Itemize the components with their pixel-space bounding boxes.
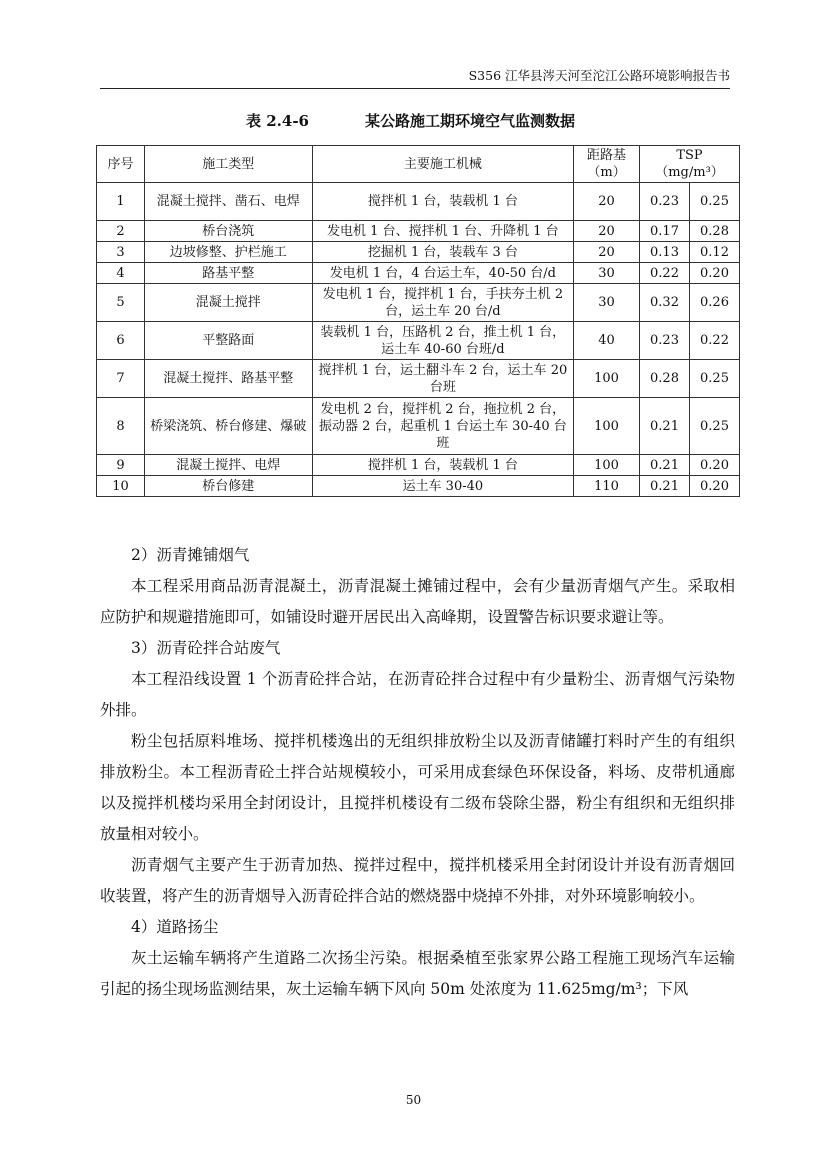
cell-tsp-b: 0.20 [690,263,740,284]
cell-tsp-b: 0.25 [690,398,740,455]
table-row [97,221,740,242]
paragraph: 本工程沿线设置 1 个沥青砼拌合站，在沥青砼拌合过程中有少量粉尘、沥青烟气污染物外排。 [100,670,735,719]
table-row [97,263,740,284]
header-seq: 序号 [97,146,145,183]
cell-distance: 30 [574,263,640,284]
cell-seq: 5 [97,284,145,322]
table-row [97,476,740,497]
cell-tsp-b: 0.20 [690,455,740,476]
table-row [97,455,740,476]
cell-type: 混凝土搅拌、凿石、电焊 [144,183,312,221]
cell-tsp-b: 0.12 [690,242,740,263]
cell-seq: 10 [97,476,145,497]
cell-type: 混凝土搅拌、电焊 [144,455,312,476]
cell-type: 平整路面 [144,322,312,360]
cell-distance: 100 [574,455,640,476]
cell-tsp-a: 0.21 [640,455,690,476]
table-row [97,242,740,263]
table-row [97,360,740,398]
cell-seq: 3 [97,242,145,263]
cell-tsp-a: 0.23 [640,183,690,221]
table-caption-number: 表 2.4-6 [246,112,309,130]
paragraph: 粉尘包括原料堆场、搅拌机楼逸出的无组织排放粉尘以及沥青储罐打料时产生的有组织排放粉尘。本工程沥青砼土拌合站规模较小，可采用成套绿色环保设备，料场、皮带机通廊以及搅拌机楼均采用全封闭设计，且搅拌机楼设有二级布袋除尘器，粉尘有组织和无组织排放量相对较小。 [100,732,735,843]
header-tsp-line2: （mg/m³） [655,165,724,180]
cell-distance: 20 [574,221,640,242]
cell-type: 桥台浇筑 [144,221,312,242]
cell-tsp-b: 0.25 [690,360,740,398]
cell-tsp-b: 0.26 [690,284,740,322]
header-distance [574,146,640,183]
cell-machinery: 发电机 1 台，搅拌机 1 台，手扶夯土机 2 台，运土车 20 台/d [312,284,573,322]
page-header: S356 江华县涔天河至沱江公路环境影响报告书 [468,68,730,83]
cell-tsp-a: 0.21 [640,476,690,497]
cell-type: 混凝土搅拌 [144,284,312,322]
cell-tsp-a: 0.17 [640,221,690,242]
cell-machinery: 搅拌机 1 台，装载机 1 台 [312,455,573,476]
table-caption [246,110,575,131]
table-row [97,322,740,360]
cell-machinery: 发电机 2 台，搅拌机 2 台，拖拉机 2 台，振动器 2 台，起重机 1 台运土车 30-40 台班 [312,398,573,455]
table-row [97,398,740,455]
header-distance-line1: 距路基 [587,148,627,163]
cell-tsp-a: 0.28 [640,360,690,398]
cell-machinery: 装载机 1 台，压路机 2 台，推土机 1 台，运土车 40-60 台班/d [312,322,573,360]
table-body [97,183,740,497]
cell-machinery: 发电机 1 台，4 台运土车，40-50 台/d [312,263,573,284]
header-rule [100,88,730,89]
cell-distance: 20 [574,183,640,221]
cell-seq: 1 [97,183,145,221]
cell-tsp-a: 0.32 [640,284,690,322]
cell-distance: 20 [574,242,640,263]
cell-tsp-b: 0.25 [690,183,740,221]
cell-seq: 4 [97,263,145,284]
cell-type: 混凝土搅拌、路基平整 [144,360,312,398]
cell-seq: 6 [97,322,145,360]
paragraph: 本工程采用商品沥青混凝土，沥青混凝土摊铺过程中，会有少量沥青烟气产生。采取相应防护和规避措施即可，如铺设时避开居民出入高峰期，设置警告标识要求避让等。 [100,577,735,626]
header-machinery: 主要施工机械 [312,146,573,183]
cell-tsp-b: 0.28 [690,221,740,242]
cell-tsp-a: 0.22 [640,263,690,284]
cell-distance: 110 [574,476,640,497]
cell-distance: 100 [574,360,640,398]
cell-machinery: 搅拌机 1 台，运土翻斗车 2 台，运土车 20 台班 [312,360,573,398]
monitoring-table [96,145,740,497]
table-header-row [97,146,740,183]
cell-tsp-a: 0.23 [640,322,690,360]
cell-type: 桥台修建 [144,476,312,497]
header-tsp-line1: TSP [676,148,703,163]
section-heading-road-dust: 4）道路扬尘 [131,918,219,936]
section-heading-asphalt-paving: 2）沥青摊铺烟气 [131,546,250,564]
cell-machinery: 搅拌机 1 台，装载机 1 台 [312,183,573,221]
cell-tsp-a: 0.13 [640,242,690,263]
cell-machinery: 发电机 1 台、搅拌机 1 台、升降机 1 台 [312,221,573,242]
table-row [97,183,740,221]
cell-distance: 40 [574,322,640,360]
cell-distance: 100 [574,398,640,455]
header-tsp [640,146,740,183]
page-number: 50 [405,1093,422,1107]
body-text [100,540,735,1005]
table-row [97,284,740,322]
cell-seq: 7 [97,360,145,398]
header-type: 施工类型 [144,146,312,183]
cell-machinery: 运土车 30-40 [312,476,573,497]
paragraph: 灰土运输车辆将产生道路二次扬尘污染。根据桑植至张家界公路工程施工现场汽车运输引起的扬尘现场监测结果，灰土运输车辆下风向 50m 处浓度为 11.625mg/m³；下风 [100,949,735,998]
cell-tsp-a: 0.21 [640,398,690,455]
cell-tsp-b: 0.22 [690,322,740,360]
cell-seq: 9 [97,455,145,476]
cell-seq: 2 [97,221,145,242]
cell-type: 边坡修整、护栏施工 [144,242,312,263]
section-heading-mixing-station: 3）沥青砼拌合站废气 [131,639,281,657]
cell-type: 桥梁浇筑、桥台修建、爆破 [144,398,312,455]
cell-machinery: 挖掘机 1 台，装载车 3 台 [312,242,573,263]
header-distance-line2: （m） [587,165,626,180]
cell-seq: 8 [97,398,145,455]
paragraph: 沥青烟气主要产生于沥青加热、搅拌过程中，搅拌机楼采用全封闭设计并设有沥青烟回收装置，将产生的沥青烟导入沥青砼拌合站的燃烧器中烧掉不外排，对外环境影响较小。 [100,856,735,905]
cell-type: 路基平整 [144,263,312,284]
table-caption-title: 某公路施工期环境空气监测数据 [364,112,575,130]
cell-distance: 30 [574,284,640,322]
cell-tsp-b: 0.20 [690,476,740,497]
